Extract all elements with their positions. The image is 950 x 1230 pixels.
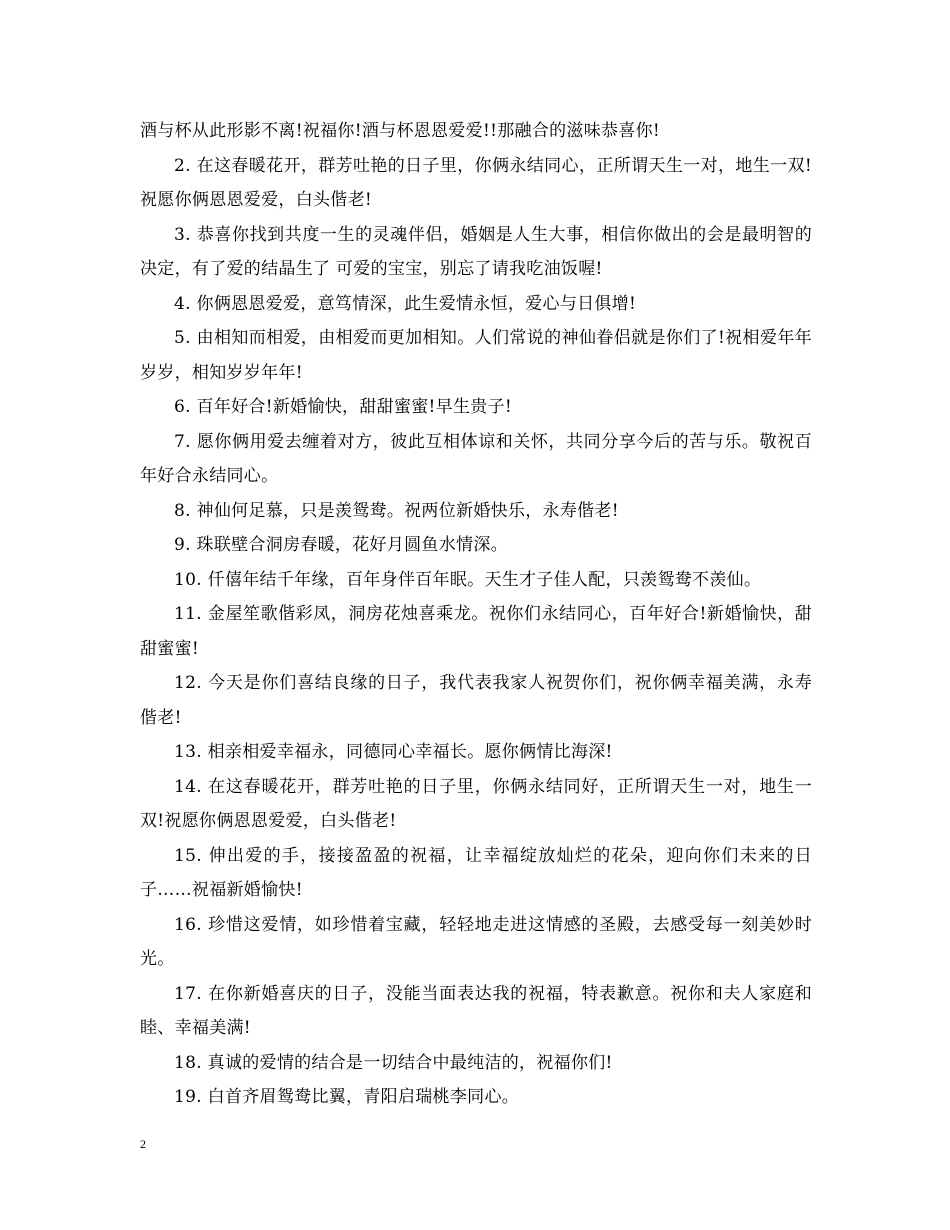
list-item: 5. 由相知而相爱，由相爱而更加相知。人们常说的神仙眷侣就是你们了!祝相爱年年岁岁，相知岁岁年年!: [140, 328, 812, 383]
list-item: 14. 在这春暖花开，群芳吐艳的日子里，你俩永结同好，正所谓天生一对，地生一双!祝愿你俩恩恩爱爱，白头偕老!: [140, 776, 812, 831]
document-body: [140, 114, 812, 1115]
list-item: 16. 珍惜这爱情，如珍惜着宝藏，轻轻地走进这情感的圣殿，去感受每一刻美妙时光。: [140, 914, 812, 969]
list-item: 18. 真诚的爱情的结合是一切结合中最纯洁的，祝福你们!: [174, 1052, 613, 1073]
list-item: 8. 神仙何足慕，只是羡鸳鸯。祝两位新婚快乐，永寿偕老!: [174, 500, 619, 521]
list-item: 13. 相亲相爱幸福永，同德同心幸福长。愿你俩情比海深!: [174, 742, 613, 762]
list-item: 11. 金屋笙歌偕彩凤，洞房花烛喜乘龙。祝你们永结同心，百年好合!新婚愉快，甜甜蜜蜜!: [140, 604, 812, 659]
page-number: 2: [140, 1137, 146, 1151]
list-item: 7. 愿你俩用爱去缠着对方，彼此互相体谅和关怀，共同分享今后的苦与乐。敬祝百年好合永结同心。: [140, 431, 812, 486]
list-item: 10. 仟僖年结千年缘，百年身伴百年眠。天生才子佳人配，只羡鸳鸯不羡仙。: [174, 569, 762, 590]
list-item: 9. 珠联壁合洞房春暖，花好月圆鱼水情深。: [174, 535, 508, 555]
list-item: 3. 恭喜你找到共度一生的灵魂伴侣，婚姻是人生大事，相信你做出的会是最明智的决定，有了爱的结晶生了 可爱的宝宝，别忘了请我吃油饭喔!: [140, 224, 812, 279]
list-item: 4. 你俩恩恩爱爱，意笃情深，此生爱情永恒，爱心与日俱增!: [174, 293, 637, 314]
list-item: 19. 白首齐眉鸳鸯比翼，青阳启瑞桃李同心。: [174, 1087, 520, 1107]
list-item: 15. 伸出爱的手，接接盈盈的祝福，让幸福绽放灿烂的花朵，迎向你们未来的日子……祝福新婚愉快!: [140, 845, 812, 900]
list-item: 17. 在你新婚喜庆的日子，没能当面表达我的祝福，特表歉意。祝你和夫人家庭和睦、幸福美满!: [140, 983, 812, 1038]
list-item: 2. 在这春暖花开，群芳吐艳的日子里，你俩永结同心，正所谓天生一对，地生一双!祝愿你俩恩恩爱爱，白头偕老!: [140, 155, 812, 210]
list-item: 12. 今天是你们喜结良缘的日子，我代表我家人祝贺你们，祝你俩幸福美满，永寿偕老!: [140, 673, 812, 728]
list-item: 6. 百年好合!新婚愉快，甜甜蜜蜜!早生贵子!: [174, 397, 513, 417]
paragraph-continuation: 酒与杯从此形影不离!祝福你!酒与杯恩恩爱爱!!那融合的滋味恭喜你!: [140, 121, 661, 141]
